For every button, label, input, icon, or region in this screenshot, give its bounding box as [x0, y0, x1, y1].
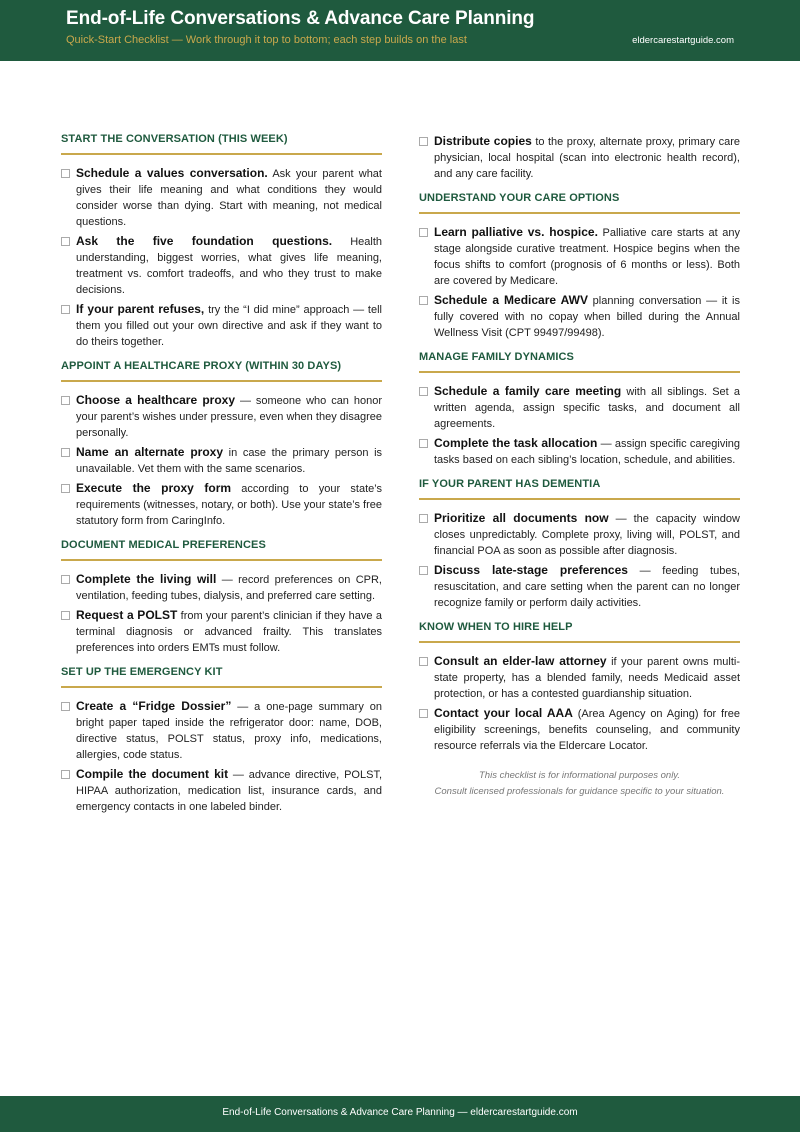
checklist-item	[61, 480, 382, 529]
checklist-item	[61, 571, 382, 604]
item-title: Prioritize all documents now	[434, 511, 609, 525]
footer-text: End-of-Life Conversations & Advance Care Planning — eldercarestartguide.com	[222, 1107, 578, 1118]
item-title: Schedule a values conversation.	[76, 166, 268, 180]
checklist-item	[61, 766, 382, 815]
item-title: Learn palliative vs. hospice.	[434, 225, 598, 239]
checkbox[interactable]	[419, 296, 428, 305]
item-title: Distribute copies	[434, 134, 532, 148]
checklist-item	[61, 392, 382, 441]
checkbox[interactable]	[61, 484, 70, 493]
section-heading: APPOINT A HEALTHCARE PROXY (WITHIN 30 DAYS)	[61, 360, 382, 382]
section-family-dynamics	[419, 351, 740, 468]
page-header	[0, 0, 800, 61]
checkbox[interactable]	[419, 387, 428, 396]
section-healthcare-proxy	[61, 360, 382, 529]
checkbox[interactable]	[419, 514, 428, 523]
item-title: Name an alternate proxy	[76, 445, 224, 459]
site-name: eldercarestartguide.com	[632, 35, 734, 46]
checklist-item	[61, 607, 382, 656]
item-title: Complete the living will	[76, 572, 217, 586]
item-title: Complete the task allocation	[434, 436, 598, 450]
disclaimer	[419, 768, 740, 800]
page-footer	[0, 1096, 800, 1132]
item-title: Ask the five foundation questions.	[76, 234, 333, 248]
item-title: Choose a healthcare proxy	[76, 393, 236, 407]
item-title: Create a “Fridge Dossier”	[76, 699, 232, 713]
section-heading: SET UP THE EMERGENCY KIT	[61, 666, 382, 688]
section-emergency-kit	[61, 666, 382, 815]
item-text: planning conversation — it is fully covered with no copay when billed during the Annual Wellness Visit (CPT 99497/99498).	[434, 295, 740, 339]
item-text: Ask your parent what gives their life meaning and what conditions they would consider worse than dying. Start with meaning, not medical questions.	[76, 168, 382, 228]
section-care-options	[419, 192, 740, 341]
checkbox[interactable]	[61, 770, 70, 779]
item-title: Consult an elder-law attorney	[434, 654, 607, 668]
checklist-item	[419, 383, 740, 432]
disclaimer-line-2: Consult licensed professionals for guidance specific to your situation.	[434, 786, 725, 797]
item-text: according to your state’s requirements (witnesses, notary, or both). Use your state’s free statutory form from CaringInfo.	[76, 483, 382, 527]
item-text: — record preferences on CPR, ventilation, feeding tubes, dialysis, and preferred care setting.	[76, 574, 382, 602]
checklist-item	[419, 292, 740, 341]
right-column	[419, 133, 740, 800]
checkbox[interactable]	[419, 137, 428, 146]
item-text: with all siblings. Set a written agenda, assign specific tasks, and document all agreements.	[434, 386, 740, 430]
checklist-item	[419, 653, 740, 702]
item-text: — a one-page summary on bright paper taped inside the refrigerator door: name, DOB, directive status, POLST status, proxy info, medications, allergies, code status.	[76, 701, 382, 761]
checkbox[interactable]	[61, 448, 70, 457]
section-heading: IF YOUR PARENT HAS DEMENTIA	[419, 478, 740, 500]
checklist-item	[61, 165, 382, 230]
checklist-item	[61, 301, 382, 350]
checkbox[interactable]	[61, 305, 70, 314]
checklist-item	[61, 698, 382, 763]
checkbox[interactable]	[61, 575, 70, 584]
section-continued	[419, 133, 740, 182]
item-text: if your parent owns multi-state property, has a blended family, needs Medicaid asset protection, or has a contested guardianship situation.	[434, 656, 741, 700]
section-dementia	[419, 478, 740, 611]
checklist-item	[419, 224, 740, 289]
page-subtitle: Quick-Start Checklist — Work through it top to bottom; each step builds on the last	[66, 34, 467, 46]
item-title: Request a POLST	[76, 608, 178, 622]
item-title: If your parent refuses,	[76, 302, 205, 316]
checkbox[interactable]	[61, 237, 70, 246]
item-text: — someone who can honor your parent’s wishes under pressure, even when they disagree personally.	[76, 395, 382, 439]
section-heading: UNDERSTAND YOUR CARE OPTIONS	[419, 192, 740, 214]
checklist-item	[61, 233, 382, 298]
section-heading: KNOW WHEN TO HIRE HELP	[419, 621, 740, 643]
item-text: — feeding tubes, resuscitation, and care setting when the parent can no longer recognize family or perform daily activities.	[434, 565, 740, 609]
item-title: Schedule a family care meeting	[434, 384, 622, 398]
checkbox[interactable]	[419, 657, 428, 666]
checkbox[interactable]	[61, 396, 70, 405]
page-title: End-of-Life Conversations & Advance Care Planning	[66, 8, 535, 29]
checkbox[interactable]	[419, 709, 428, 718]
checkbox[interactable]	[61, 169, 70, 178]
disclaimer-line-1: This checklist is for informational purposes only.	[479, 770, 680, 781]
section-medical-preferences	[61, 539, 382, 656]
item-text: try the “I did mine” approach — tell them you filled out your own directive and ask if they want to do theirs together.	[76, 304, 382, 348]
checklist-item	[419, 562, 740, 611]
section-heading: START THE CONVERSATION (THIS WEEK)	[61, 133, 382, 155]
section-hire-help	[419, 621, 740, 754]
checkbox[interactable]	[419, 439, 428, 448]
checklist-item	[61, 444, 382, 477]
checkbox[interactable]	[61, 611, 70, 620]
checkbox[interactable]	[419, 228, 428, 237]
checklist-item	[419, 133, 740, 182]
item-text: (Area Agency on Aging) for free eligibility screenings, benefits counseling, and community resource referrals via the Eldercare Locator.	[434, 708, 740, 752]
item-text: from your parent’s clinician if they have a terminal diagnosis or advanced frailty. This translates preferences into orders EMTs must follow.	[76, 610, 382, 654]
item-text: — advance directive, POLST, HIPAA authorization, medication list, insurance cards, and emergency contacts in one labeled binder.	[76, 769, 382, 813]
item-title: Execute the proxy form	[76, 481, 232, 495]
item-text: — assign specific caregiving tasks based on each sibling’s location, schedule, and abilities.	[434, 438, 740, 466]
section-heading: DOCUMENT MEDICAL PREFERENCES	[61, 539, 382, 561]
item-text: — the capacity window closes unpredictably. Complete proxy, living will, POLST, and financial POA as soon as possible after diagnosis.	[434, 513, 740, 557]
item-title: Contact your local AAA	[434, 706, 573, 720]
checklist-item	[419, 435, 740, 468]
checkbox[interactable]	[61, 702, 70, 711]
section-heading: MANAGE FAMILY DYNAMICS	[419, 351, 740, 373]
checklist-item	[419, 705, 740, 754]
item-text: in case the primary person is unavailable. Vet them with the same scenarios.	[76, 447, 383, 475]
checklist-item	[419, 510, 740, 559]
item-title: Compile the document kit	[76, 767, 229, 781]
item-title: Schedule a Medicare AWV	[434, 293, 588, 307]
item-text: Health understanding, biggest worries, what gives life meaning, treatment vs. comfort tradeoffs, and who they trust to make decisions.	[76, 236, 383, 296]
left-column	[61, 133, 382, 825]
checkbox[interactable]	[419, 566, 428, 575]
item-title: Discuss late-stage preferences	[434, 563, 628, 577]
section-start-conversation	[61, 133, 382, 350]
item-text: Palliative care starts at any stage alongside curative treatment. Hospice begins when the focus shifts to comfort (prognosis of 6 months or less). Both are covered by Medicare.	[434, 227, 740, 287]
item-text: to the proxy, alternate proxy, primary care physician, local hospital (scan into electronic health record), and any care facility.	[434, 136, 740, 180]
